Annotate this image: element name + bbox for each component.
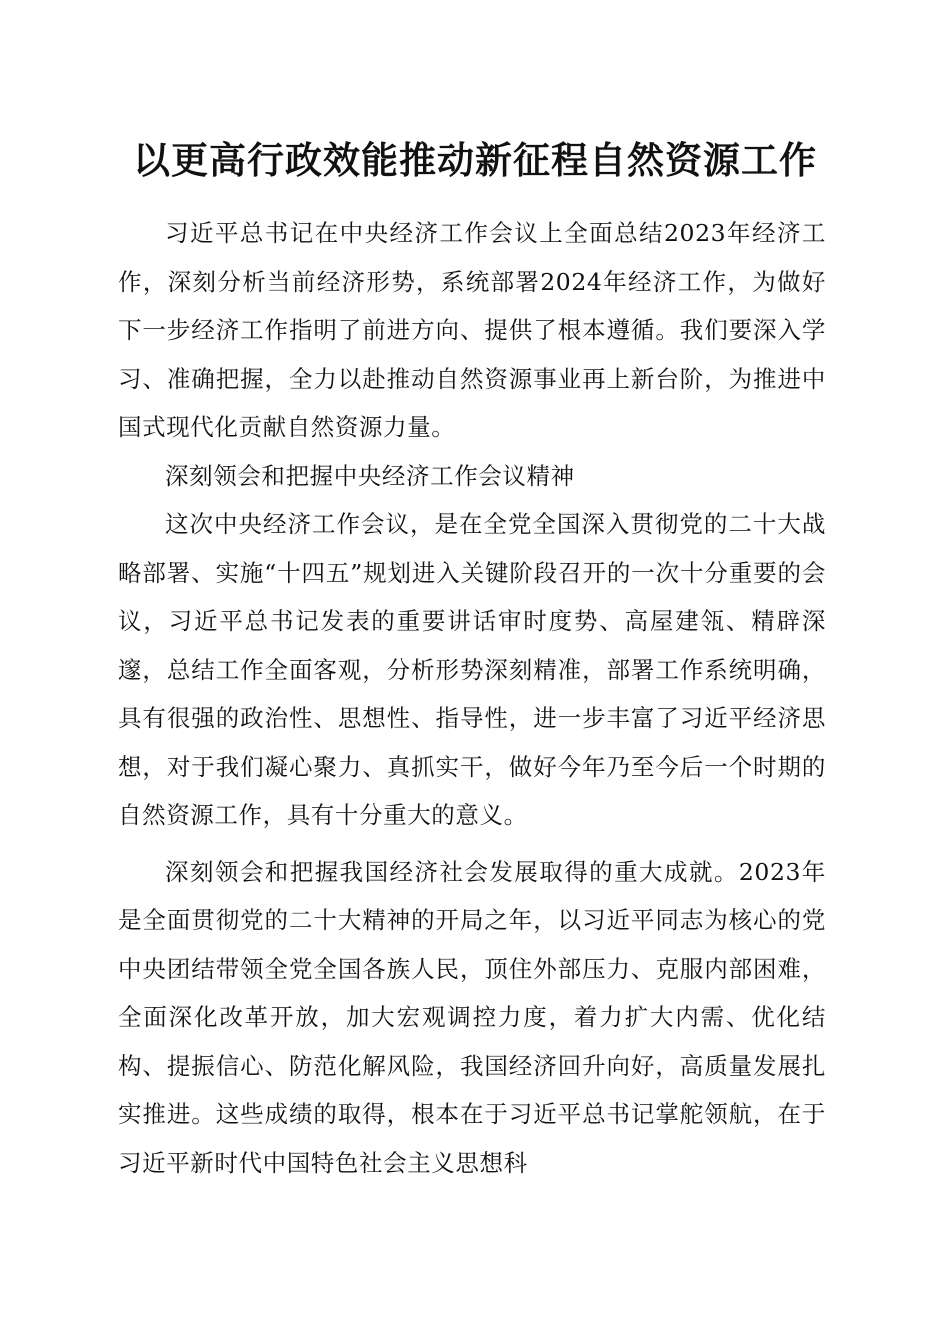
paragraph-intro: 习近平总书记在中央经济工作会议上全面总结2023年经济工作，深刻分析当前经济形势，系统部署2024年经济工作，为做好下一步经济工作指明了前进方向、提供了根本遵循。我们要深入学习、准确把握，全力以赴推动自然资源事业再上新台阶，为推进中国式现代化贡献自然资源力量。 xyxy=(118,219,826,441)
section-heading: 深刻领会和把握中央经济工作会议精神 xyxy=(165,461,575,490)
paragraph-spacer xyxy=(118,840,826,848)
paragraph-meeting: 这次中央经济工作会议，是在全党全国深入贯彻党的二十大战略部署、实施“十四五”规划进入关键阶段召开的一次十分重要的会议，习近平总书记发表的重要讲话审时度势、高屋建瓴、精辟深邃，总结工作全面客观，分析形势深刻精准，部署工作系统明确，具有很强的政治性、思想性、指导性，进一步丰富了习近平经济思想，对于我们凝心聚力、真抓实干，做好今年乃至今后一个时期的自然资源工作，具有十分重大的意义。 xyxy=(118,510,826,829)
paragraph-achievements: 深刻领会和把握我国经济社会发展取得的重大成就。2023年是全面贯彻党的二十大精神的开局之年，以习近平同志为核心的党中央团结带领全党全国各族人民，顶住外部压力、克服内部困难，全面深化改革开放，加大宏观调控力度，着力扩大内需、优化结构、提振信心、防范化解风险，我国经济回升向好，高质量发展扎实推进。这些成绩的取得，根本在于习近平总书记掌舵领航，在于习近平新时代中国特色社会主义思想科 xyxy=(118,857,826,1177)
document-title: 以更高行政效能推动新征程自然资源工作 xyxy=(133,138,817,182)
document-body xyxy=(118,209,826,1187)
